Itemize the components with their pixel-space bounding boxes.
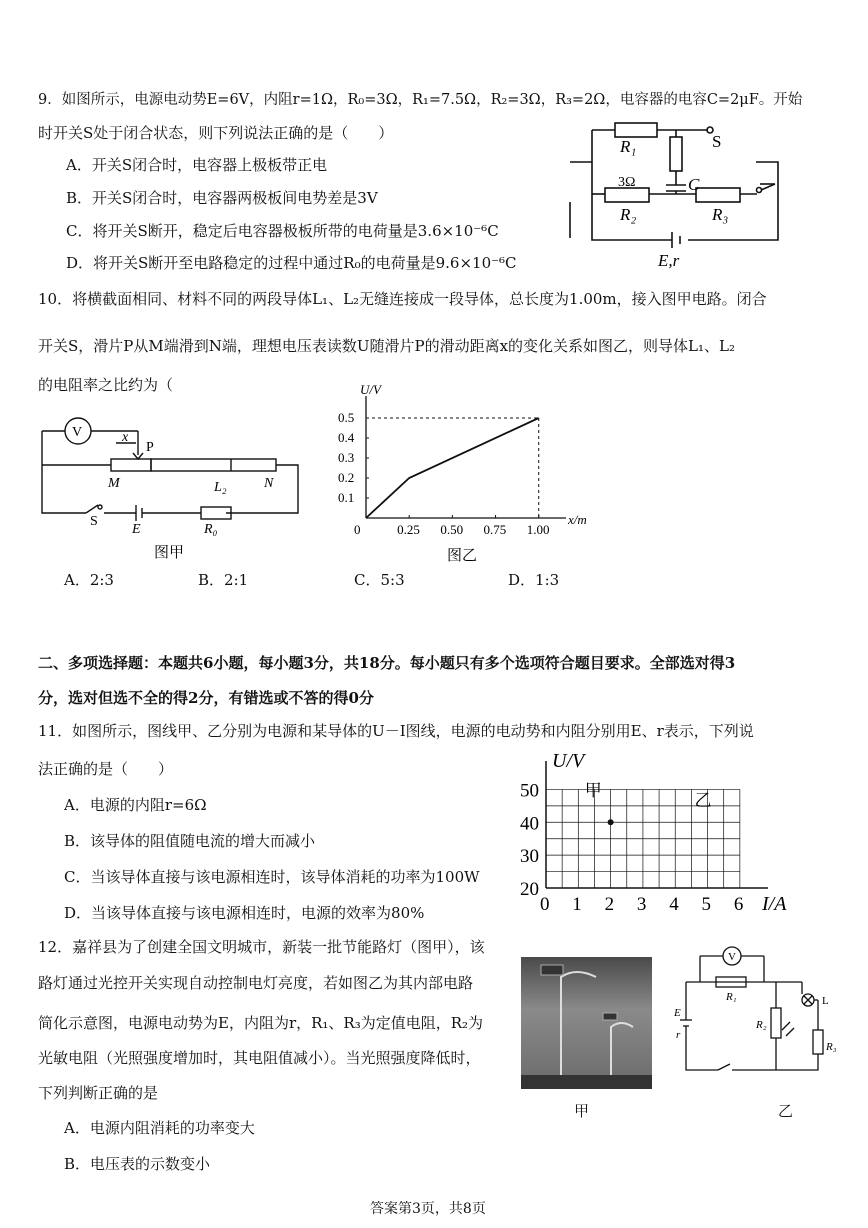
page-footer: 答案第3页，共8页 xyxy=(370,1201,486,1217)
q11-line1: 11．如图所示，图线甲、乙分别为电源和某导体的U－I图线，电源的电动势和内阻分别用E、r表示，下列说 xyxy=(38,722,754,740)
q9-label-3ohm: 3Ω xyxy=(618,175,636,190)
q10-line1: 10．将横截面相同、材料不同的两段导体L₁、L₂无缝连接成一段导体，总长度为1.00m，接入图甲电路。闭合 xyxy=(38,290,767,308)
y-tick-label: 50 xyxy=(520,780,539,802)
series-label-jia: 甲 xyxy=(584,781,602,800)
q12-caption-yi: 乙 xyxy=(778,1102,794,1120)
x-tick-label: 0.75 xyxy=(483,522,507,537)
q11-chart-u-vs-i xyxy=(516,752,786,922)
y-axis-label: U/V xyxy=(552,750,585,772)
q9-label-er: E,r xyxy=(658,251,680,270)
q11-line2: 法正确的是（ ） xyxy=(38,760,174,778)
q10-chart-u-vs-x xyxy=(330,382,590,566)
q9-label-r2: R₂ xyxy=(620,205,637,224)
street-light-icon xyxy=(521,957,652,1089)
q11-option-d: D．当该导体直接与该电源相连时，电源的效率为80% xyxy=(64,904,425,922)
q12-line5: 下列判断正确的是 xyxy=(38,1084,159,1102)
y-tick-label: 20 xyxy=(520,879,539,900)
x-tick-label: 1.00 xyxy=(526,522,550,537)
q9-label-r1: R₁ xyxy=(620,137,637,156)
x-tick-label: 2 xyxy=(604,894,615,915)
q12-label-r1: R₁ xyxy=(726,991,737,1003)
q9-label-s: S xyxy=(712,132,722,151)
q10-line3: 的电阻率之比约为（ xyxy=(38,376,174,394)
q12-label-l: L xyxy=(822,995,829,1007)
q10-option-a: A．2:3 xyxy=(64,571,114,589)
x-tick-label: 0.50 xyxy=(440,522,464,537)
section2-header-line1: 二、多项选择题：本题共6小题，每小题3分，共18分。每小题只有多个选项符合题目要求。全部选对得3 xyxy=(38,654,736,672)
x-tick-label: 5 xyxy=(701,894,712,915)
q10-option-c: C．5:3 xyxy=(354,571,405,589)
data-point xyxy=(608,819,614,825)
q10-label-l2: L₂ xyxy=(214,480,227,495)
y-tick-label: 0.4 xyxy=(338,430,355,445)
q10-label-s: S xyxy=(90,514,98,529)
x-tick-label: 0.25 xyxy=(397,522,420,537)
q12-line1: 12．嘉祥县为了创建全国文明城市，新装一批节能路灯（图甲），该 xyxy=(38,938,485,956)
street-light-photo xyxy=(521,957,652,1089)
q12-voltmeter-label: V xyxy=(728,951,736,963)
q9-label-c: C xyxy=(688,175,700,194)
q9-option-b: B．开关S闭合时，电容器两极板间电势差是3V xyxy=(66,189,378,207)
y-tick-label: 0.5 xyxy=(338,410,355,425)
y-tick-label: 30 xyxy=(520,846,539,868)
q10-label-m: M xyxy=(108,476,120,491)
q9-stem-line2: 时开关S处于闭合状态，则下列说法正确的是（ ） xyxy=(38,124,394,142)
x-tick-label: 6 xyxy=(733,894,744,915)
x-tick-label: 1 xyxy=(572,894,582,915)
origin-label: 0 xyxy=(354,522,361,537)
y-tick-label: 0.1 xyxy=(338,490,355,505)
q12-label-r3: R₃ xyxy=(826,1041,837,1053)
x-axis-label: I/A xyxy=(762,893,787,915)
q12-circuit-diagram xyxy=(672,942,852,1082)
q10-label-x: x xyxy=(122,430,129,445)
q9-label-r3: R₃ xyxy=(712,205,729,224)
q9-option-c: C．将开关S断开，稳定后电容器极板所带的电荷量是3.6×10⁻⁶C xyxy=(66,222,499,240)
q12-label-r: r xyxy=(676,1029,681,1041)
y-tick-label: 0.2 xyxy=(338,470,355,485)
q10-label-r0: R₀ xyxy=(204,522,218,537)
q12-option-b: B．电压表的示数变小 xyxy=(64,1155,211,1173)
q10-caption-jia: 图甲 xyxy=(154,545,185,561)
series-label-yi: 乙 xyxy=(694,790,712,810)
q10-option-b: B．2:1 xyxy=(198,571,249,589)
q12-line2: 路灯通过光控开关实现自动控制电灯亮度，若如图乙为其内部电路 xyxy=(38,974,474,992)
q10-label-e: E xyxy=(132,522,141,537)
y-axis-label: U/V xyxy=(360,382,381,397)
x-tick-label: 0 xyxy=(540,894,550,915)
x-tick-label: 3 xyxy=(636,894,647,915)
q11-option-b: B．该导体的阻值随电流的增大而减小 xyxy=(64,832,316,850)
q10-label-p: P xyxy=(146,440,154,455)
chart-caption: 图乙 xyxy=(447,548,478,564)
series-line xyxy=(366,418,539,518)
section2-header-line2: 分，选对但选不全的得2分，有错选或不答的得0分 xyxy=(38,689,374,707)
q11-option-c: C．当该导体直接与该电源相连时，该导体消耗的功率为100W xyxy=(64,868,480,886)
q12-option-a: A．电源内阻消耗的功率变大 xyxy=(64,1119,255,1137)
q10-voltmeter-label: V xyxy=(72,425,83,440)
q12-label-r2: R₂ xyxy=(756,1019,767,1031)
x-axis-label: x/m xyxy=(568,512,587,527)
q12-label-e: E xyxy=(674,1007,681,1019)
q11-option-a: A．电源的内阻r=6Ω xyxy=(64,796,207,814)
q10-label-n: N xyxy=(264,476,274,491)
q12-line4: 光敏电阻（光照强度增加时，其电阻值减小）。当光照强度降低时， xyxy=(38,1049,481,1067)
q9-option-a: A．开关S闭合时，电容器上极板带正电 xyxy=(66,156,328,174)
q10-option-d: D．1:3 xyxy=(508,571,560,589)
y-tick-label: 40 xyxy=(520,813,539,835)
q12-caption-jia: 甲 xyxy=(574,1102,590,1120)
q9-stem-line1: 9．如图所示，电源电动势E=6V，内阻r=1Ω，R₀=3Ω，R₁=7.5Ω，R₂=3Ω，R₃=2Ω，电容器的电容C=2μF。开始 xyxy=(38,92,803,108)
x-tick-label: 4 xyxy=(669,894,679,915)
y-tick-label: 0.3 xyxy=(338,450,355,465)
q9-circuit-diagram xyxy=(560,112,810,272)
q10-line2: 开关S，滑片P从M端滑到N端，理想电压表读数U随滑片P的滑动距离x的变化关系如图乙，则导体L₁、L₂ xyxy=(38,337,735,355)
q12-line3: 简化示意图，电源电动势为E，内阻为r，R₁、R₃为定值电阻，R₂为 xyxy=(38,1014,484,1032)
q10-circuit-diagram xyxy=(36,415,326,565)
q9-option-d: D．将开关S断开至电路稳定的过程中通过R₀的电荷量是9.6×10⁻⁶C xyxy=(66,254,517,272)
